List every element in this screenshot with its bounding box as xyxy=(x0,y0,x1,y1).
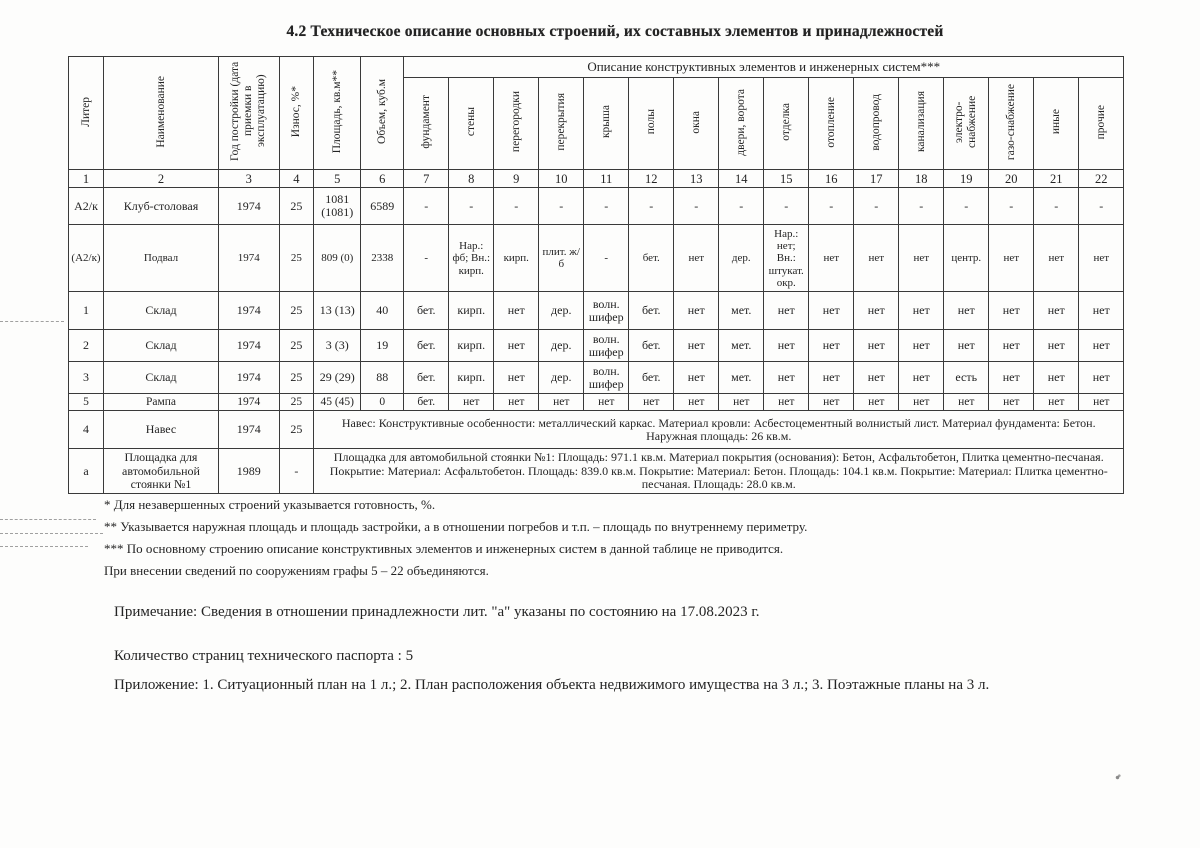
table-row-shed xyxy=(69,411,1124,449)
table-row-warehouse-1 xyxy=(69,292,1124,330)
cell: - xyxy=(584,188,629,225)
cell: 1974 xyxy=(219,225,280,292)
cell: нет xyxy=(899,362,944,394)
cell: нет xyxy=(989,225,1034,292)
cell: - xyxy=(629,188,674,225)
cell: - xyxy=(494,188,539,225)
cell: - xyxy=(674,188,719,225)
col-header-finish: отделка xyxy=(764,78,809,170)
cell: 1 xyxy=(69,292,104,330)
cell: 2338 xyxy=(361,225,404,292)
cell: нет xyxy=(854,394,899,411)
col-num: 19 xyxy=(944,170,989,188)
col-header-doors: двери, ворота xyxy=(719,78,764,170)
cell: Площадка для автомобильной стоянки №1 xyxy=(104,449,219,494)
cell: нет xyxy=(944,292,989,330)
cell: 25 xyxy=(279,362,314,394)
cell: волн. шифер xyxy=(584,292,629,330)
cell: кирп. xyxy=(494,225,539,292)
col-header-floor: полы xyxy=(629,78,674,170)
col-num: 17 xyxy=(854,170,899,188)
col-num: 14 xyxy=(719,170,764,188)
scan-artifact xyxy=(0,519,96,520)
cell: 1974 xyxy=(219,292,280,330)
cell: - xyxy=(279,449,314,494)
cell: Клуб-столовая xyxy=(104,188,219,225)
cell: 25 xyxy=(279,394,314,411)
cell: (А2/к) xyxy=(69,225,104,292)
cell: - xyxy=(944,188,989,225)
cell: 25 xyxy=(279,225,314,292)
cell: 45 (45) xyxy=(314,394,361,411)
cell: бет. xyxy=(404,292,449,330)
cell: Подвал xyxy=(104,225,219,292)
col-num: 1 xyxy=(69,170,104,188)
cell: 25 xyxy=(279,292,314,330)
cell: 4 xyxy=(69,411,104,449)
cell: нет xyxy=(809,330,854,362)
cell: 1989 xyxy=(219,449,280,494)
cell: Рампа xyxy=(104,394,219,411)
cell: 25 xyxy=(279,188,314,225)
cell: нет xyxy=(764,362,809,394)
cell: центр. xyxy=(944,225,989,292)
cell: 29 (29) xyxy=(314,362,361,394)
cell: 3 (3) xyxy=(314,330,361,362)
col-header-roof: крыша xyxy=(584,78,629,170)
cell: бет. xyxy=(629,330,674,362)
notes-block xyxy=(114,604,1134,694)
cell: нет xyxy=(1034,394,1079,411)
col-num: 13 xyxy=(674,170,719,188)
cell: - xyxy=(404,225,449,292)
cell: бет. xyxy=(629,362,674,394)
cell: - xyxy=(809,188,854,225)
footnote-line: ** Указывается наружная площадь и площадь застройки, а в отношении погребов и т.п. – площадь по внутреннему периметру. xyxy=(104,519,808,535)
cell: нет xyxy=(764,330,809,362)
col-header-heating: отопление xyxy=(809,78,854,170)
cell: нет xyxy=(944,330,989,362)
cell: нет xyxy=(674,394,719,411)
cell: нет xyxy=(899,292,944,330)
cell: 19 xyxy=(361,330,404,362)
cell: нет xyxy=(674,362,719,394)
cell: нет xyxy=(899,225,944,292)
cell: волн. шифер xyxy=(584,362,629,394)
cell: нет xyxy=(1079,394,1124,411)
col-header-sewer: канализация xyxy=(899,78,944,170)
cell: нет xyxy=(494,362,539,394)
cell: нет xyxy=(674,292,719,330)
cell: нет xyxy=(854,330,899,362)
cell: - xyxy=(584,225,629,292)
col-header-liter: Литер xyxy=(69,57,104,170)
cell: нет xyxy=(674,330,719,362)
technical-description-table xyxy=(68,56,1124,494)
col-header-year: Год постройки (дата приемки в эксплуатацию) xyxy=(219,57,280,170)
cell: 1974 xyxy=(219,411,280,449)
cell: дер. xyxy=(719,225,764,292)
cell: Нар.: фб; Вн.: кирп. xyxy=(449,225,494,292)
cell: нет xyxy=(584,394,629,411)
col-header-water: водопровод xyxy=(854,78,899,170)
cell: 1974 xyxy=(219,188,280,225)
scan-artifact xyxy=(0,533,103,534)
col-num: 8 xyxy=(449,170,494,188)
col-header-foundation: фундамент xyxy=(404,78,449,170)
cell: нет xyxy=(854,225,899,292)
cell: - xyxy=(989,188,1034,225)
cell: волн. шифер xyxy=(584,330,629,362)
merged-description-cell: Площадка для автомобильной стоянки №1: Площадь: 971.1 кв.м. Материал покрытия (основания): Бетон, Асфальтобетон, Плитка цементно-песчаная. Покрытие: Материал: Асфальтобетон. Площадь: 839.0 кв.м. Покрытие: Материал: Бетон. Площадь: 104.1 кв.м. Покрытие: Материал: Плитка цементно-песчаная. Площадь: 28.0 кв.м. xyxy=(314,449,1124,494)
cell: нет xyxy=(989,394,1034,411)
cell: - xyxy=(404,188,449,225)
cell: 40 xyxy=(361,292,404,330)
cell: нет xyxy=(539,394,584,411)
table-row-basement xyxy=(69,225,1124,292)
col-num: 10 xyxy=(539,170,584,188)
cell: нет xyxy=(764,292,809,330)
cell: - xyxy=(449,188,494,225)
cell: дер. xyxy=(539,292,584,330)
merged-description-cell: Навес: Конструктивные особенности: металлический каркас. Материал кровли: Асбестоцементный волнистый лист. Материал фундамента: Бетон. Наружная площадь: 26 кв.м. xyxy=(314,411,1124,449)
col-num: 4 xyxy=(279,170,314,188)
col-header-floors-slabs: перекрытия xyxy=(539,78,584,170)
col-num: 15 xyxy=(764,170,809,188)
page-title: 4.2 Техническое описание основных строений, их составных элементов и принадлежностей xyxy=(286,23,944,40)
cell: - xyxy=(764,188,809,225)
col-header-electricity: электро-снабжение xyxy=(944,78,989,170)
cell: нет xyxy=(1034,330,1079,362)
cell: Склад xyxy=(104,292,219,330)
col-num: 5 xyxy=(314,170,361,188)
col-num: 6 xyxy=(361,170,404,188)
cell: плит. ж/б xyxy=(539,225,584,292)
cell: 1974 xyxy=(219,394,280,411)
cell: нет xyxy=(1079,330,1124,362)
column-numbers-row xyxy=(69,170,1124,188)
col-header-other2: прочие xyxy=(1079,78,1124,170)
cell: 1974 xyxy=(219,330,280,362)
cell: кирп. xyxy=(449,362,494,394)
table-row-parking-area xyxy=(69,449,1124,494)
cell: дер. xyxy=(539,330,584,362)
cell: - xyxy=(854,188,899,225)
note-line: Количество страниц технического паспорта : 5 xyxy=(114,648,414,664)
col-header-volume: Объем, куб.м xyxy=(361,57,404,170)
cell: Навес xyxy=(104,411,219,449)
table-row-ramp xyxy=(69,394,1124,411)
cell: нет xyxy=(854,292,899,330)
cell: нет xyxy=(899,394,944,411)
cell: бет. xyxy=(404,330,449,362)
col-num: 22 xyxy=(1079,170,1124,188)
cell: нет xyxy=(854,362,899,394)
cell: мет. xyxy=(719,330,764,362)
scan-artifact xyxy=(0,546,88,547)
cell: - xyxy=(1079,188,1124,225)
col-header-windows: окна xyxy=(674,78,719,170)
cell: нет xyxy=(1034,225,1079,292)
cell: - xyxy=(1034,188,1079,225)
cell: бет. xyxy=(629,292,674,330)
cell: нет xyxy=(494,394,539,411)
cell: бет. xyxy=(404,394,449,411)
cell: Нар.: нет; Вн.: штукат. окр. xyxy=(764,225,809,292)
col-num: 21 xyxy=(1034,170,1079,188)
cell: нет xyxy=(899,330,944,362)
cell: - xyxy=(899,188,944,225)
cell: нет xyxy=(809,225,854,292)
cell: есть xyxy=(944,362,989,394)
cell: мет. xyxy=(719,362,764,394)
table-row-warehouse-3 xyxy=(69,362,1124,394)
footnote-line: *** По основному строению описание конструктивных элементов и инженерных систем в данной таблице не приводится. xyxy=(104,541,784,557)
note-line: Примечание: Сведения в отношении принадлежности лит. "а" указаны по состоянию на 17.08.2023 г. xyxy=(114,604,760,620)
col-num: 2 xyxy=(104,170,219,188)
cell: нет xyxy=(809,292,854,330)
cell: мет. xyxy=(719,292,764,330)
col-header-walls: стены xyxy=(449,78,494,170)
cell: нет xyxy=(1079,225,1124,292)
cell: нет xyxy=(629,394,674,411)
cell: 0 xyxy=(361,394,404,411)
col-num: 3 xyxy=(219,170,280,188)
col-num: 12 xyxy=(629,170,674,188)
footnote-line: При внесении сведений по сооружениям графы 5 – 22 объединяются. xyxy=(104,563,489,579)
table-row-warehouse-2 xyxy=(69,330,1124,362)
cell: нет xyxy=(674,225,719,292)
cell: - xyxy=(539,188,584,225)
cell: нет xyxy=(944,394,989,411)
scan-artifact xyxy=(0,321,64,322)
footnotes-block xyxy=(104,497,807,585)
cell: 25 xyxy=(279,330,314,362)
cell: дер. xyxy=(539,362,584,394)
cell: нет xyxy=(764,394,809,411)
cell: - xyxy=(719,188,764,225)
col-header-partitions: перегородки xyxy=(494,78,539,170)
cell: Склад xyxy=(104,362,219,394)
table-row-club-canteen xyxy=(69,188,1124,225)
note-line: Приложение: 1. Ситуационный план на 1 л.; 2. План расположения объекта недвижимого имущества на 3 л.; 3. Поэтажные планы на 3 л. xyxy=(114,677,990,693)
cell: 25 xyxy=(279,411,314,449)
col-num: 11 xyxy=(584,170,629,188)
cell: бет. xyxy=(629,225,674,292)
cell: 1081 (1081) xyxy=(314,188,361,225)
cell: 2 xyxy=(69,330,104,362)
cell: нет xyxy=(1079,292,1124,330)
cell: кирп. xyxy=(449,292,494,330)
cell: нет xyxy=(989,362,1034,394)
cell: нет xyxy=(1034,292,1079,330)
cell: нет xyxy=(1034,362,1079,394)
cell: нет xyxy=(989,292,1034,330)
footnote-line: * Для незавершенных строений указывается готовность, %. xyxy=(104,497,436,512)
col-num: 20 xyxy=(989,170,1034,188)
cell: нет xyxy=(989,330,1034,362)
cell: 1974 xyxy=(219,362,280,394)
cell: нет xyxy=(449,394,494,411)
col-num: 18 xyxy=(899,170,944,188)
col-num: 9 xyxy=(494,170,539,188)
cell: нет xyxy=(809,394,854,411)
cell: нет xyxy=(809,362,854,394)
cell: бет. xyxy=(404,362,449,394)
cell: а xyxy=(69,449,104,494)
col-num: 16 xyxy=(809,170,854,188)
col-header-area: Площадь, кв.м** xyxy=(314,57,361,170)
cell: 5 xyxy=(69,394,104,411)
col-header-name: Наименование xyxy=(104,57,219,170)
col-header-other1: иные xyxy=(1034,78,1079,170)
cell: 13 (13) xyxy=(314,292,361,330)
cell: 88 xyxy=(361,362,404,394)
cell: нет xyxy=(719,394,764,411)
cell: 809 (0) xyxy=(314,225,361,292)
cell: А2/к xyxy=(69,188,104,225)
cell: 6589 xyxy=(361,188,404,225)
col-num: 7 xyxy=(404,170,449,188)
cell: нет xyxy=(1079,362,1124,394)
cell: Склад xyxy=(104,330,219,362)
cell: кирп. xyxy=(449,330,494,362)
table-header-row xyxy=(69,57,1124,78)
cell: 3 xyxy=(69,362,104,394)
col-header-gas: газо-снабжение xyxy=(989,78,1034,170)
scan-artifact xyxy=(1113,773,1122,782)
cell: нет xyxy=(494,330,539,362)
col-header-wear: Износ, %* xyxy=(279,57,314,170)
cell: нет xyxy=(494,292,539,330)
span-header-construction-elements: Описание конструктивных элементов и инженерных систем*** xyxy=(404,57,1124,78)
